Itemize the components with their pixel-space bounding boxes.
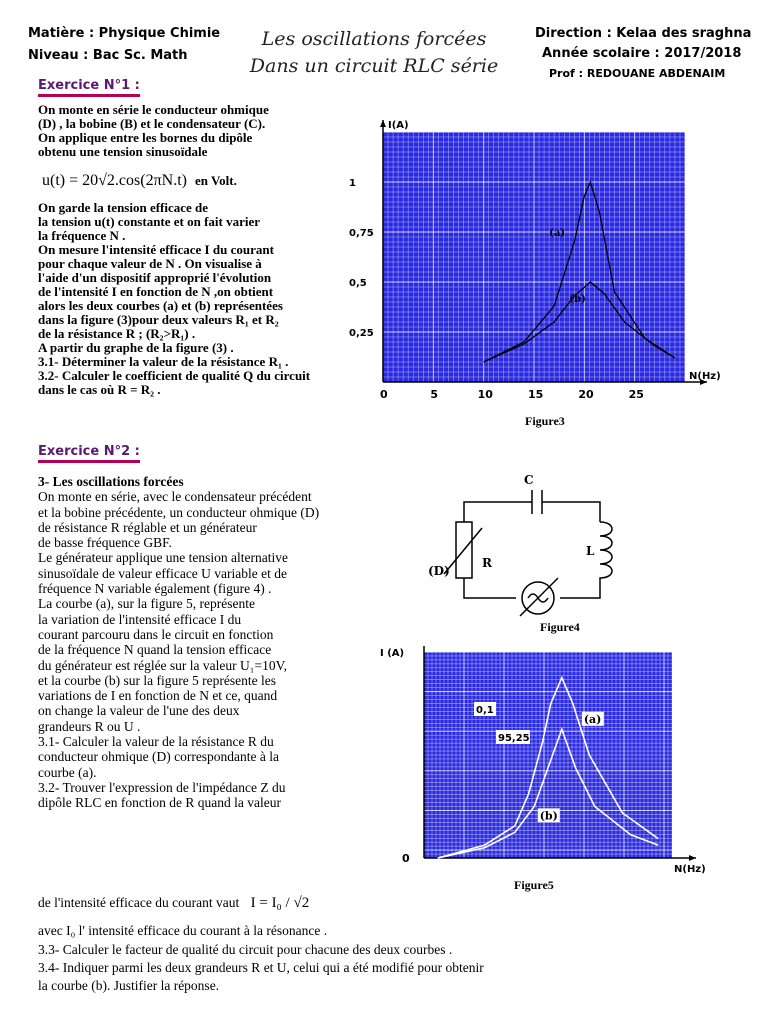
x-axis-label: N(Hz) (689, 371, 721, 382)
x-tick-label: 15 (528, 388, 544, 401)
ex1-line: dans le cas où R = R₂ . (38, 382, 161, 397)
ex1-line: On garde la tension efficace de (38, 200, 209, 215)
level-label: Niveau : Bac Sc. Math (28, 48, 188, 63)
y-axis-label: I(A) (388, 120, 409, 131)
ex2-line: de basse fréquence GBF. (38, 535, 172, 551)
conductor-label: (D) (428, 564, 450, 578)
series-label-a: (a) (583, 712, 602, 726)
x-tick-label: 20 (578, 388, 594, 401)
subject-label: Matière : Physique Chimie (28, 26, 221, 41)
ex2-line: variations de I en fonction de N et ce, quand (38, 688, 278, 704)
ex2-formula: I = I₀ / √2 (250, 895, 310, 911)
figure-5-chart (378, 640, 708, 876)
ex1-formula-unit: en Volt. (194, 173, 237, 188)
ex2-line: la variation de l'intensité efficace I du (38, 611, 242, 627)
ex2-avec: avec I₀ l' intensité efficace du courant à la résonance . (38, 923, 328, 938)
ex2-question-3-4-cont: la courbe (b). Justifier la réponse. (38, 978, 220, 993)
resistor-label: R (482, 556, 492, 570)
ex2-line: du générateur est réglée sur la valeur U₁=10V, (38, 657, 287, 673)
ex1-line: la tension u(t) constante et on fait varier (38, 214, 261, 229)
ex1-line: de la résistance R ; (R₂>R₁) . (38, 326, 196, 341)
y-tick-label: 0,75 (349, 228, 374, 239)
figure-3-caption: Figure3 (525, 414, 565, 428)
ex1-line: alors les deux courbes (a) et (b) représentées (38, 298, 283, 313)
ex2-question-3-3: 3.3- Calculer le facteur de qualité du circuit pour chacune des deux courbes . (38, 942, 453, 957)
ex2-line: courbe (a). (38, 764, 97, 780)
y-tick-label: 0,5 (349, 278, 367, 289)
ex1-line: l'aide d'un dispositif approprié l'évolution (38, 270, 272, 285)
y-tick-label: 0 (402, 852, 410, 865)
x-tick-label: 0 (380, 388, 388, 401)
ex2-line: de résistance R réglable et un générateur (38, 519, 257, 535)
title-line-1: Les oscillations forcées (261, 28, 487, 50)
figure-3-chart (345, 112, 725, 412)
ex2-line: 3.2- Trouver l'expression de l'impédance Z du (38, 779, 286, 795)
annotation-label: 0,1 (476, 705, 494, 716)
ex2-line: dipôle RLC en fonction de R quand la valeur (38, 795, 281, 811)
y-tick-label: 0,25 (349, 328, 374, 339)
ex2-line: La courbe (a), sur la figure 5, représente (38, 596, 256, 612)
figure-4-circuit (420, 470, 630, 620)
series-label-b: (b) (539, 809, 558, 823)
ex1-formula (42, 172, 237, 190)
ex1-line: 3.2- Calculer le coefficient de qualité Q du circuit (38, 368, 311, 383)
y-axis-arrow (380, 120, 386, 127)
ex1-line: la fréquence N . (38, 228, 126, 243)
ex1-line: On applique entre les bornes du dipôle (38, 130, 253, 145)
series-label-a: (a) (549, 228, 566, 239)
x-axis-label: N(Hz) (674, 864, 706, 875)
x-axis-arrow (689, 855, 696, 861)
capacitor-label: C (524, 473, 534, 487)
ex1-line: A partir du graphe de la figure (3) . (38, 340, 234, 355)
ex1-line: de l'intensité I en fonction de N ,on obtient (38, 284, 274, 299)
ex2-line: On monte en série, avec le condensateur précédent (38, 489, 312, 505)
direction-label: Direction : Kelaa des sraghna (535, 26, 752, 41)
y-tick-label: 1 (349, 178, 356, 189)
exercise-2-body (38, 474, 398, 811)
ex2-line: et la bobine précédente, un conducteur ohmique (D) (38, 504, 320, 520)
ex1-line: On monte en série le conducteur ohmique (38, 102, 269, 117)
series-label-b: (b) (569, 294, 586, 305)
ex1-line: obtenu une tension sinusoïdale (38, 144, 208, 159)
ex2-question-3-4: 3.4- Indiquer parmi les deux grandeurs R et U, celui qui a été modifié pour obtenir (38, 960, 484, 975)
ex2-line: courant parcouru dans le circuit en fonction (38, 626, 274, 642)
ex1-line: pour chaque valeur de N . On visualise à (38, 256, 262, 271)
ex2-line: grandeurs R ou U . (38, 718, 141, 734)
school-year-label: Année scolaire : 2017/2018 (542, 46, 742, 61)
x-tick-label: 5 (430, 388, 438, 401)
generator-arrow (520, 578, 558, 616)
circuit-wire (464, 578, 516, 598)
ex1-line: dans la figure (3)pour deux valeurs R₁ et R₂ (38, 312, 279, 327)
ex2-line: de la fréquence N quand la tension efficace (38, 642, 272, 658)
ex2-formula-line (38, 895, 309, 911)
ex2-line: sinusoïdale de valeur efficace U variable et de (38, 565, 288, 581)
title-line-2: Dans un circuit RLC série (249, 55, 499, 77)
ex2-line: fréquence N variable également (figure 4) . (38, 581, 272, 597)
exercise-1-intro (38, 103, 368, 159)
figure-5-caption: Figure5 (514, 878, 554, 892)
teacher-label: Prof : REDOUANE ABDENAIM (549, 67, 726, 80)
ex2-line: 3- Les oscillations forcées (38, 474, 184, 489)
ex1-line: 3.1- Déterminer la valeur de la résistance R₁ . (38, 354, 289, 369)
ex2-line: et la courbe (b) sur la figure 5 représente les (38, 672, 277, 688)
x-tick-label: 10 (477, 388, 493, 401)
annotation-label: 95,25 (498, 733, 530, 744)
figure-4-caption: Figure4 (540, 620, 580, 634)
ex2-line: 3.1- Calculer la valeur de la résistance R du (38, 734, 274, 750)
exercise-1-body (38, 201, 368, 397)
ex2-formula-intro: de l'intensité efficace du courant vaut (38, 895, 240, 910)
y-axis-label: I (A) (380, 648, 405, 659)
exercise-2-heading: Exercice N°2 : (38, 444, 140, 463)
ex1-formula-expr: u(t) = 20√2.cos(2πN.t) (42, 172, 187, 189)
inductor-label: L (586, 544, 595, 558)
ex2-line: Le générateur applique une tension alternative (38, 550, 289, 566)
ex1-line: (D) , la bobine (B) et le condensateur (C). (38, 116, 266, 131)
ex2-line: on change la valeur de l'une des deux (38, 703, 240, 719)
ex1-line: On mesure l'intensité efficace I du courant (38, 242, 274, 257)
ex2-line: conducteur ohmique (D) correspondante à la (38, 749, 280, 765)
x-tick-label: 25 (628, 388, 644, 401)
exercise-1-heading: Exercice N°1 : (38, 78, 140, 97)
inductor-coil (560, 522, 612, 598)
